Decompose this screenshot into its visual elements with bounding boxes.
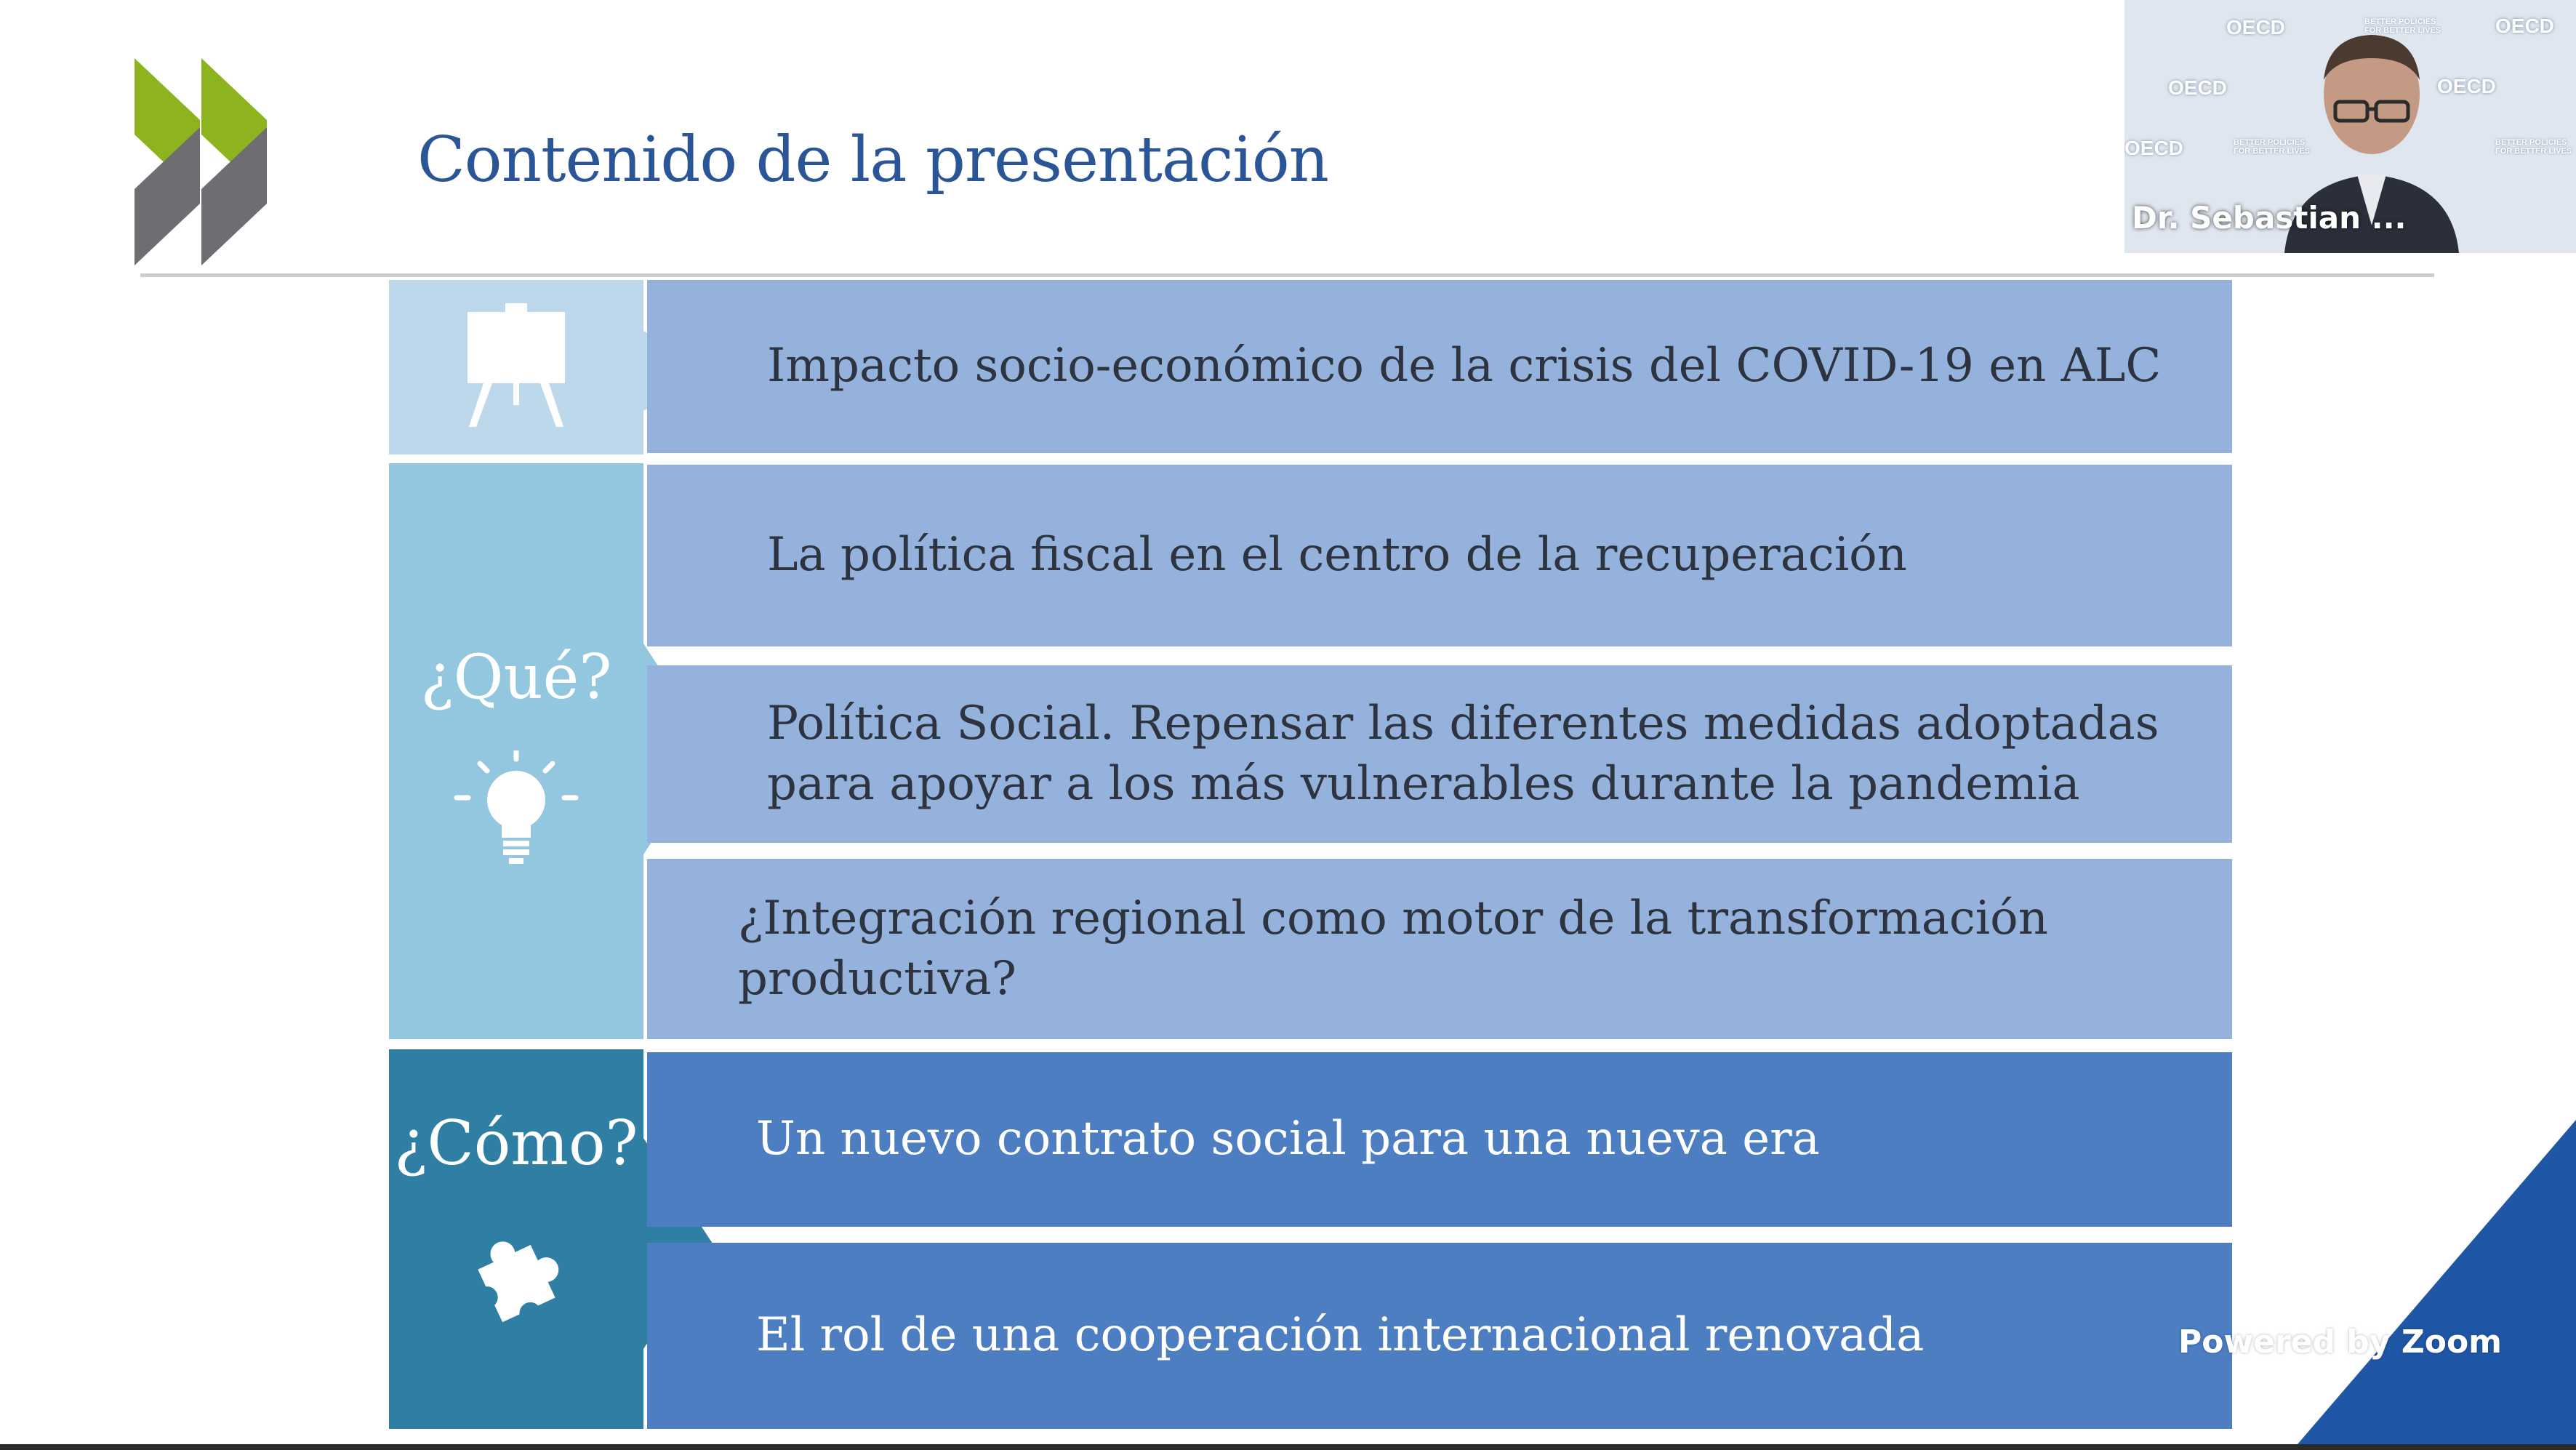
agenda-item-cooperacion: El rol de una cooperación internacional renovada <box>647 1243 2232 1429</box>
oecd-watermark: OECD <box>2437 75 2496 97</box>
oecd-watermark: OECD <box>2168 76 2227 99</box>
title-divider <box>140 273 2434 277</box>
oecd-tagline: BETTER POLICIES FOR BETTER LIVES <box>2364 17 2441 36</box>
agenda-item-integracion: ¿Integración regional como motor de la transformación productiva? <box>647 859 2232 1039</box>
agenda-item-social: Política Social. Repensar las diferentes medidas adoptadas para apoyar a los más vulnerables durante la pandemia <box>647 665 2232 843</box>
oecd-tagline: BETTER POLICIES FOR BETTER LIVES <box>2234 138 2311 156</box>
section-como <box>389 1049 643 1429</box>
slide-title: Contenido de la presentación <box>417 124 1329 196</box>
agenda-item-covid: Impacto socio-económico de la crisis del COVID-19 en ALC <box>647 280 2232 453</box>
participant-video[interactable] <box>2124 0 2576 253</box>
oecd-logo <box>135 58 280 265</box>
speaker-name: Dr. Sebastian ... <box>2132 200 2407 236</box>
puzzle-icon <box>465 1227 574 1337</box>
section-label-como: ¿Cómo? <box>394 1107 638 1179</box>
agenda <box>389 280 2236 1429</box>
powered-by-zoom: Powered by Zoom <box>2178 1323 2503 1361</box>
section-label-que: ¿Qué? <box>420 641 612 713</box>
oecd-watermark: OECD <box>2495 15 2554 37</box>
lightbulb-icon <box>451 750 582 867</box>
oecd-tagline: BETTER POLICIES FOR BETTER LIVES <box>2495 138 2572 156</box>
agenda-item-fiscal: La política fiscal en el centro de la recuperación <box>647 465 2232 646</box>
oecd-watermark: OECD <box>2226 16 2285 39</box>
corner-decoration <box>2298 1120 2576 1444</box>
easel-icon <box>462 303 571 430</box>
bottom-bar <box>0 1444 2576 1450</box>
agenda-item-contrato: Un nuevo contrato social para una nueva era <box>647 1052 2232 1227</box>
section-intro <box>389 280 643 454</box>
section-que <box>389 463 643 1039</box>
oecd-watermark: OECD <box>2124 137 2183 159</box>
